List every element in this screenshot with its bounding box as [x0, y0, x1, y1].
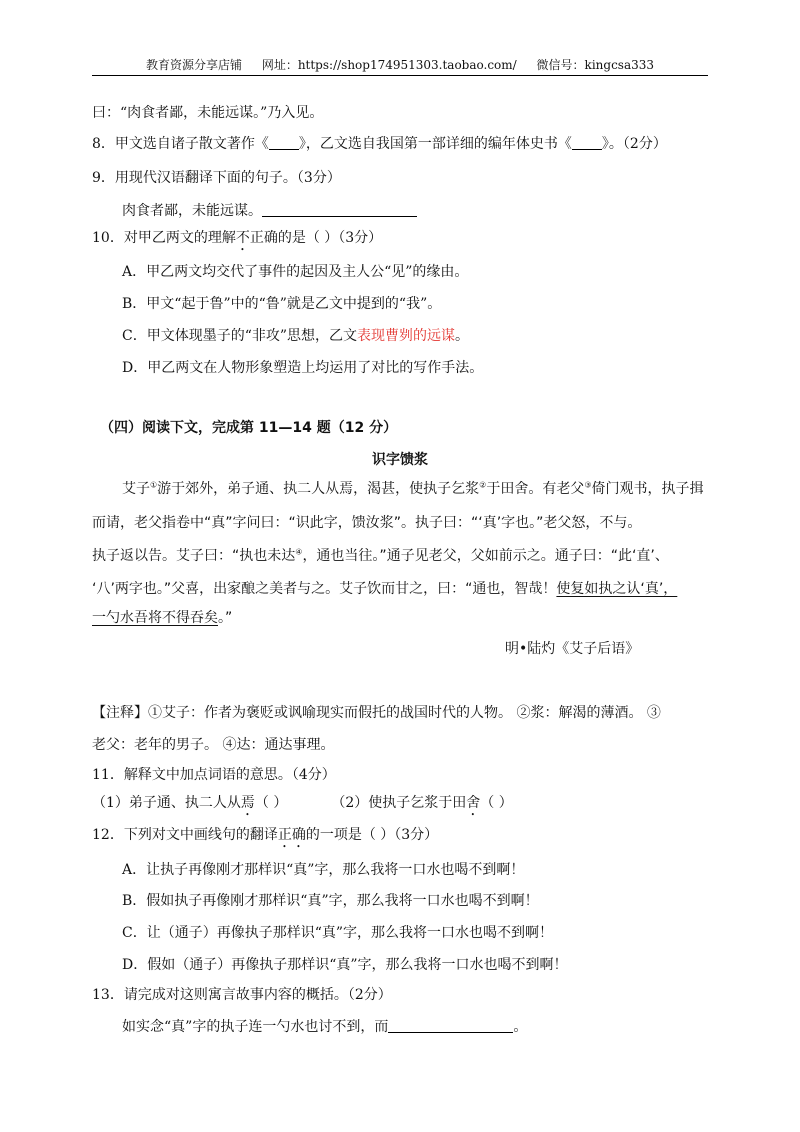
q11-item2-blank[interactable]: （ ）: [480, 795, 513, 811]
question-9-title: 9．用现代汉语翻译下面的句子。（3分）: [92, 170, 341, 186]
question-12-title: [92, 825, 438, 851]
q9-answer-blank[interactable]: [262, 202, 417, 217]
p1-d: 倚门观书，执子揖: [591, 481, 704, 497]
q12-post: 的一项是（ ）（3分）: [305, 827, 439, 843]
q12-dotted-word: 正确: [277, 827, 306, 843]
underlined-sentence-part-2: 一勺水吾将不得吞矣: [92, 610, 218, 626]
p1-a: 艾子: [122, 481, 150, 497]
q8-text-a: 8．甲文选自诸子散文著作《: [92, 136, 269, 152]
question-13-prompt: [122, 1017, 527, 1037]
q12-option-c[interactable]: C．让（通子）再像执子那样识“真”字，那么我将一口水也喝不到啊！: [122, 925, 554, 941]
q9-sentence-text: 肉食者鄙，未能远谋。: [122, 203, 262, 219]
notes-line-2: 老父：老年的男子。 ④达：通达事理。: [92, 737, 335, 753]
header-wechat: 微信号：kingcsa333: [536, 58, 655, 72]
underlined-sentence-part-1: 使复如执之认‘真’，: [556, 581, 678, 597]
q12-option-b[interactable]: B．假如执子再像刚才那样识“真”字，那么我将一口水也喝不到啊！: [122, 893, 539, 909]
q10-post: 正确的是（ ）（3分）: [249, 230, 383, 246]
question-11-title: 11．解释文中加点词语的意思。（4分）: [92, 767, 336, 783]
passage-line-4: [92, 579, 677, 599]
q12-option-a[interactable]: A．让执子再像刚才那样识“真”字，那么我将一口水也喝不到啊！: [122, 862, 525, 878]
note-ref-3: ③: [584, 480, 592, 490]
header-site: 网址：https://shop174951303.taobao.com/: [261, 58, 517, 72]
q11-item1-text: （1）弟子通、执二人从: [92, 795, 241, 811]
q10-dotted-word: 不: [235, 230, 250, 246]
q10-c-end: 。: [455, 328, 470, 344]
question-11-items: [92, 793, 513, 819]
p5-end: 。”: [218, 610, 233, 626]
passage-line-5: [92, 608, 232, 628]
passage-line-2: 而请，老父指卷中“真”字问曰：“识此字，馈汝浆”。执子曰：“‘真’字也。”老父怒，不与。: [92, 515, 642, 531]
q11-item1-blank[interactable]: （ ）: [254, 795, 288, 811]
p3-a: 执子返以告。艾子曰：“执也未达: [92, 548, 296, 564]
q8-blank-2[interactable]: [572, 135, 602, 150]
passage-line-1: [122, 479, 704, 499]
q10-c-highlight: 表现曹刿的远谋: [357, 328, 456, 344]
q11-item1-dotted: 焉: [240, 795, 255, 811]
q13-end: 。: [513, 1019, 528, 1035]
question-13-title: 13．请完成对这则寓言故事内容的概括。（2分）: [92, 987, 392, 1003]
section-4-heading: （四）阅读下文，完成第 11—14 题（12 分）: [100, 420, 398, 436]
q13-answer-blank[interactable]: [388, 1018, 513, 1033]
question-10-title: [92, 228, 382, 254]
q10-pre: 10．对甲乙两文的理解: [92, 230, 236, 246]
p1-c: 于田舍。有老父: [486, 481, 585, 497]
q8-text-b: 》，乙文选自我国第一部详细的编年体史书《: [298, 136, 572, 152]
note-ref-1: ①: [150, 480, 158, 490]
passage-line-3: [92, 546, 669, 566]
passage-title: 识字馈浆: [372, 452, 428, 468]
q11-item2-text: （2）使执子乞浆于田: [331, 795, 467, 811]
header-divider: [92, 75, 708, 76]
p1-b: 游于郊外，弟子通、执二人从焉，渴甚，使执子乞浆: [157, 481, 480, 497]
q10-option-c[interactable]: [122, 326, 469, 346]
q10-option-d[interactable]: D．甲乙两文在人物形象塑造上均运用了对比的写作手法。: [122, 360, 484, 376]
q12-option-d[interactable]: D．假如（通子）再像执子那样识“真”字，那么我将一口水也喝不到啊！: [122, 957, 568, 973]
page-header: [92, 57, 708, 73]
q8-text-c: 》。（2分）: [601, 136, 667, 152]
q10-option-a[interactable]: A．甲乙两文均交代了事件的起因及主人公“见”的缘由。: [122, 264, 469, 280]
q10-option-b[interactable]: B．甲文“起于鲁”中的“鲁”就是乙文中提到的“我”。: [122, 296, 442, 312]
note-ref-4: ④: [295, 547, 303, 557]
question-8: [92, 134, 667, 154]
notes-line-1: 【注释】①艾子：作者为褒贬或讽喻现实而假托的战国时代的人物。 ②浆：解渴的薄酒。 ③: [92, 705, 661, 721]
q13-pre: 如实念“真”字的执子连一勺水也讨不到，而: [122, 1019, 389, 1035]
p4-a: ‘八’两字也。”父喜，出家酿之美者与之。艾子饮而甘之，曰：“通也，智哉！: [92, 581, 557, 597]
continuation-line: 曰：“肉食者鄙，未能远谋。”乃入见。: [92, 105, 324, 121]
q11-item2-dotted: 舍: [466, 795, 481, 811]
q10-c-text: C．甲文体现墨子的“非攻”思想，乙文: [122, 328, 358, 344]
p3-b: ，通也当往。”通子见老父，父如前示之。通子曰：“此‘直’、: [302, 548, 669, 564]
q12-pre: 12．下列对文中画线句的翻译: [92, 827, 278, 843]
q8-blank-1[interactable]: [269, 135, 299, 150]
note-ref-2: ②: [479, 480, 487, 490]
header-shop: 教育资源分享店铺: [145, 58, 242, 72]
question-9-sentence: [122, 201, 417, 221]
passage-source: 明•陆灼《艾子后语》: [505, 641, 640, 657]
